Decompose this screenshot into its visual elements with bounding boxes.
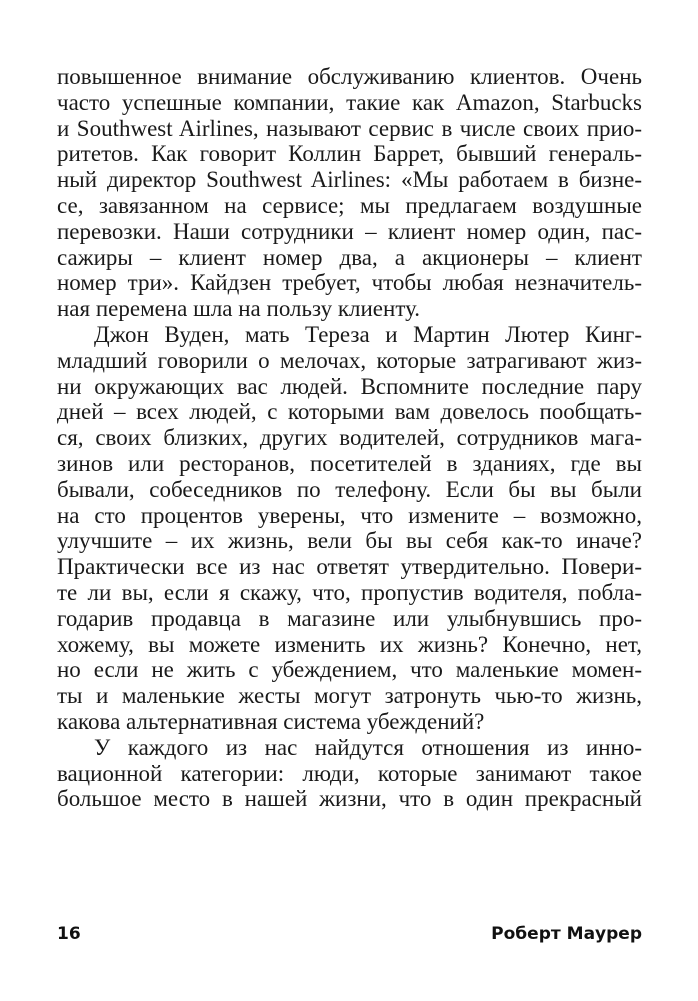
text-line: зинов или ресторанов, посетителей в зданиях, где вы [57,450,642,476]
text-line: вационной категории: люди, которые занимают такое [57,760,642,786]
page-number: 16 [57,924,81,944]
text-line: повышенное внимание обслуживанию клиентов. Очень [57,64,642,89]
body-text [57,64,642,812]
text-line: номер три». Кайдзен требует, чтобы любая незначитель- [57,270,642,296]
text-line: ся, своих близких, других водителей, сотрудников мага- [57,425,642,451]
page-footer [57,924,642,944]
paragraph [57,64,642,322]
paragraph [57,735,642,812]
text-line: какова альтернативная система убеждений? [57,708,485,734]
text-line: дней – всех людей, с которыми вам довелось пообщать- [57,399,642,425]
text-line: сажиры – клиент номер два, а акционеры – клиент [57,244,642,270]
text-line: но если не жить с убеждением, что маленькие момен- [57,657,642,683]
text-line: и Southwest Airlines, называют сервис в числе своих прио- [57,115,642,141]
text-line: те ли вы, если я скажу, что, пропустив водителя, побла- [57,579,642,605]
text-line: младший говорили о мелочах, которые затрагивают жиз- [57,347,642,373]
text-line: улучшите – их жизнь, вели бы вы себя как-то иначе? [57,528,642,554]
paragraph [57,322,642,735]
text-line: часто успешные компании, такие как Amazon, Starbucks [57,89,642,115]
text-line: ный директор Southwest Airlines: «Мы работаем в бизне- [57,167,642,193]
text-line: се, завязанном на сервисе; мы предлагаем воздушные [57,192,642,218]
text-line: перевозки. Наши сотрудники – клиент номер один, пас- [57,218,642,244]
text-line: ная перемена шла на пользу клиенту. [57,296,421,322]
text-line: Джон Вуден, мать Тереза и Мартин Лютер Кинг- [94,321,642,347]
text-line: ритетов. Как говорит Коллин Баррет, бывший генераль- [57,141,642,167]
running-author: Роберт Маурер [491,924,642,944]
text-line: У каждого из нас найдутся отношения из инно- [94,734,642,760]
text-line: ни окружающих вас людей. Вспомните последние пару [57,373,642,399]
text-line: годарив продавца в магазине или улыбнувшись про- [57,605,642,631]
text-line: на сто процентов уверены, что измените – возможно, [57,502,642,528]
text-line: бывали, собеседников по телефону. Если бы вы были [57,476,642,502]
text-line: большое место в нашей жизни, что в один прекрасный [57,786,642,812]
text-line: хожему, вы можете изменить их жизнь? Конечно, нет, [57,631,642,657]
text-line: Практически все из нас ответят утвердительно. Повери- [57,554,642,580]
text-line: ты и маленькие жесты могут затронуть чью-то жизнь, [57,683,642,709]
